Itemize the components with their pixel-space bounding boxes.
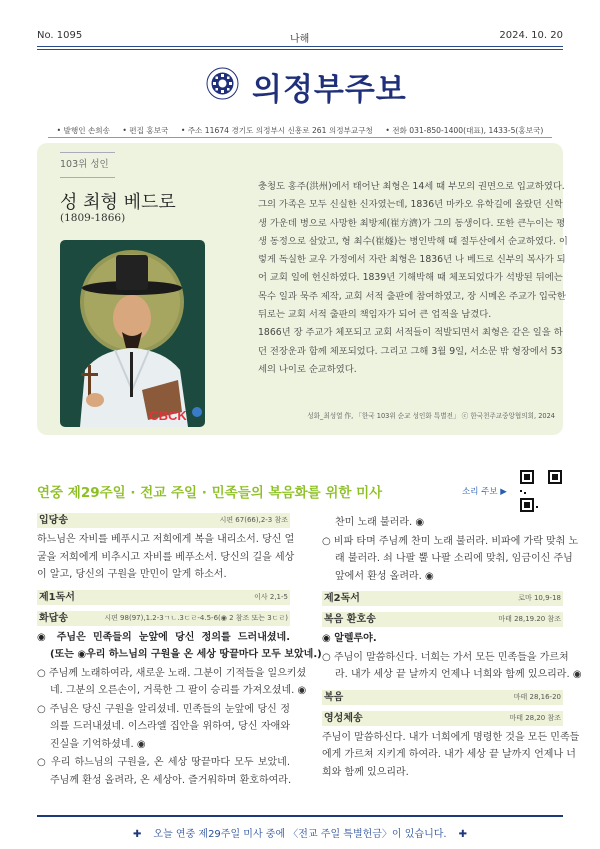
masthead-title: 의정부주보 — [252, 72, 407, 108]
reading-paragraph — [322, 729, 580, 782]
text-line: ○ 비파 타며 주님께 찬미 노래 불러라. 비파에 가락 맞춰 노 — [322, 535, 579, 547]
bio-line: 생 동정으로 살았고, 형 최수(崔燧)는 병인박해 때 절두산에서 순교하였다. 이 — [258, 235, 568, 247]
bio-line: 충청도 홍주(洪州)에서 태어난 최형은 14세 때 부모의 권면으로 입교하였다. — [258, 181, 565, 192]
reading-title: 제1독서 — [39, 591, 75, 603]
diocese-logo — [206, 67, 239, 100]
saint-years: (1809-1866) — [60, 212, 126, 224]
divider — [37, 49, 563, 50]
reading-header — [322, 711, 563, 726]
image-credit: 성화_최성열 作, 「한국 103위 순교 성인화 특별전」 ⓒ 한국천주교중앙협의회, 2024 — [307, 412, 555, 420]
reading-title: 화답송 — [39, 612, 68, 624]
divider — [37, 46, 563, 47]
mass-title: 연중 제29주일 · 전교 주일 · 민족들의 복음화를 위한 미사 — [37, 485, 383, 501]
text-line: 래 불러라. 쇠 나팔 뿔 나팔 소리에 맞춰, 임금이신 주님 — [335, 553, 573, 564]
reading-paragraph — [37, 701, 290, 754]
qr-code[interactable] — [520, 470, 562, 512]
saint-biography — [258, 178, 568, 379]
saint-name: 성 최형 베드로 — [60, 192, 176, 213]
issue-number: No. 1095 — [37, 30, 83, 41]
reading-header — [322, 690, 563, 705]
bio-line: 1866년 장 주교가 체포되고 교회 서적들이 적발되면서 최형은 같은 일을 하 — [258, 327, 563, 339]
reading-title: 입당송 — [39, 515, 68, 526]
issue-date: 2024. 10. 20 — [499, 30, 563, 41]
scripture-reference: 마태 28,16-20 — [513, 692, 561, 701]
text-line: 에게 가르쳐 지키게 하여라. 내가 세상 끝 날까지 언제나 너 — [322, 749, 576, 760]
saint-portrait — [60, 240, 205, 427]
scripture-reference: 시편 98(97),1.2-3ㄱㄴ.3ㄷㄹ-4.5-6(◉ 2 참조 또는 3ㄷㄹ) — [104, 613, 288, 622]
announcement — [37, 825, 563, 840]
bio-line: 어 교회 일에 헌신하였다. 1839년 기해박해 때 체포되었다가 석방된 뒤에는 — [258, 272, 563, 284]
announcement-text: 오늘 연중 제29주일 미사 중에 〈전교 주일 특별헌금〉이 있습니다. — [153, 829, 447, 840]
reading-header — [322, 612, 563, 627]
scripture-reference: 로마 10,9-18 — [518, 594, 561, 602]
audio-bulletin-link[interactable]: 소리 주보 ▶ — [462, 487, 507, 497]
liturgical-year: 나해 — [290, 34, 310, 45]
text-line: 라. 내가 세상 끝 날까지 언제나 너희와 함께 있으리라. ◉ — [335, 669, 582, 680]
text-line: 이 알고, 당신의 구원을 만민이 알게 하소서. — [37, 569, 227, 580]
text-line: 진실을 기억하셨네. ◉ — [50, 738, 146, 750]
reading-paragraph — [37, 531, 295, 584]
reading-title: 복음 — [324, 691, 344, 703]
text-line: ◉ 알렐루야. — [322, 633, 377, 644]
text-line: 찬미 노래 불러라. ◉ — [335, 517, 425, 528]
reading-paragraph — [322, 514, 563, 532]
bio-line: 생 가운데 병으로 사망한 최방제(崔方濟)가 그의 동생이다. 또한 큰누이는 평 — [258, 217, 566, 229]
bio-line: 세의 나이로 순교하였다. — [258, 363, 357, 375]
text-line: 네. 그분의 오른손이, 거룩한 그 팔이 승리를 가져오셨네. ◉ — [50, 685, 307, 696]
text-line: 하느님은 자비를 베푸시고 저희에게 복을 내리소서. 당신 얼 — [37, 534, 295, 545]
publisher: • 발행인 손희송 — [56, 126, 110, 135]
reading-paragraph — [322, 533, 579, 586]
text-line: ○ 주님께 노래하여라, 새로운 노래. 그분이 기적들을 일으키셨 — [37, 667, 307, 679]
bio-line: 목수 일과 묵주 제작, 교회 서적 출판에 참여하였고, 장 시메온 주교가 입국한 — [258, 290, 566, 302]
address: • 주소 11674 경기도 의정부시 신흥로 261 의정부교구청 — [180, 126, 373, 135]
reading-paragraph — [37, 665, 307, 700]
reading-header — [37, 611, 290, 626]
reading-title: 영성체송 — [324, 712, 363, 724]
text-line: 굴을 저희에게 비추시고 자비를 베푸소서. 당신의 길을 세상 — [37, 551, 295, 563]
reading-paragraph — [37, 754, 290, 789]
scripture-reference: 이사 2,1-5 — [254, 592, 288, 601]
text-line: ○ 주님은 당신 구원을 알리셨네. 민족들의 눈앞에 당신 정 — [37, 703, 290, 715]
reading-paragraph — [322, 649, 582, 684]
cross-icon: ✚ — [133, 829, 142, 840]
saint-tag: 103위 성인 — [60, 152, 115, 178]
text-line: 주님이 말씀하신다. 내가 너희에게 명령한 것을 모든 민족들 — [322, 731, 580, 743]
readings-right-column — [322, 513, 582, 781]
text-line: 주님께 환성 올려라, 온 세상아. 즐거워하며 환호하여라. — [50, 774, 292, 786]
reading-header — [37, 590, 290, 605]
readings-left-column — [37, 513, 322, 789]
text-line: 의를 드러내셨네. 이스라엘 집안을 위하여, 당신 자애와 — [50, 721, 290, 732]
divider — [37, 815, 563, 817]
text-line: 희와 함께 있으리라. — [322, 766, 409, 778]
reading-header — [37, 513, 290, 528]
text-line: ○ 우리 하느님의 구원을, 온 세상 땅끝마다 모두 보았네. — [37, 757, 290, 768]
reading-header — [322, 591, 563, 606]
bio-line: 던 전장운과 함께 체포되었다. 그리고 그해 3월 9일, 서소문 밖 형장에서 53 — [258, 345, 563, 357]
publisher-info — [37, 125, 563, 136]
reading-paragraph — [37, 629, 322, 664]
scripture-reference: 마태 28,20 참조 — [509, 713, 561, 722]
bio-line: 뒤로는 교회 서적 출판의 책임자가 되어 큰 업적을 남겼다. — [258, 309, 492, 321]
scripture-reference: 시편 67(66),2-3 참조 — [219, 516, 288, 524]
bio-line: 그의 가족은 모두 신실한 신자였는데, 1836년 마카오 유학길에 올랐던 신학 — [258, 199, 563, 211]
cbck-logo: CBCK — [149, 408, 187, 423]
text-line: ◉ 주님은 민족들의 눈앞에 당신 정의를 드러내셨네. — [37, 631, 290, 643]
text-line: 앞에서 환성 올려라. ◉ — [335, 570, 434, 582]
cross-icon: ✚ — [458, 829, 467, 840]
reading-title: 복음 환호송 — [324, 614, 376, 625]
phone: • 전화 031-850-1400(대표), 1433-5(홍보국) — [385, 126, 544, 135]
text-line: (또는 ◉우리 하느님의 구원을 온 세상 땅끝마다 모두 보았네.) — [50, 649, 322, 660]
reading-paragraph — [322, 630, 563, 648]
editor: • 편집 홍보국 — [122, 126, 169, 135]
text-line: ○ 주님이 말씀하신다. 너희는 가서 모든 민족들을 가르쳐 — [322, 651, 569, 663]
bio-line: 렇게 독실한 교우 가정에서 자란 최형은 1836년 나 베드로 신부의 복사가 되 — [258, 254, 566, 266]
reading-title: 제2독서 — [324, 593, 360, 604]
divider — [48, 137, 552, 138]
scripture-reference: 마태 28,19.20 참조 — [498, 615, 561, 623]
